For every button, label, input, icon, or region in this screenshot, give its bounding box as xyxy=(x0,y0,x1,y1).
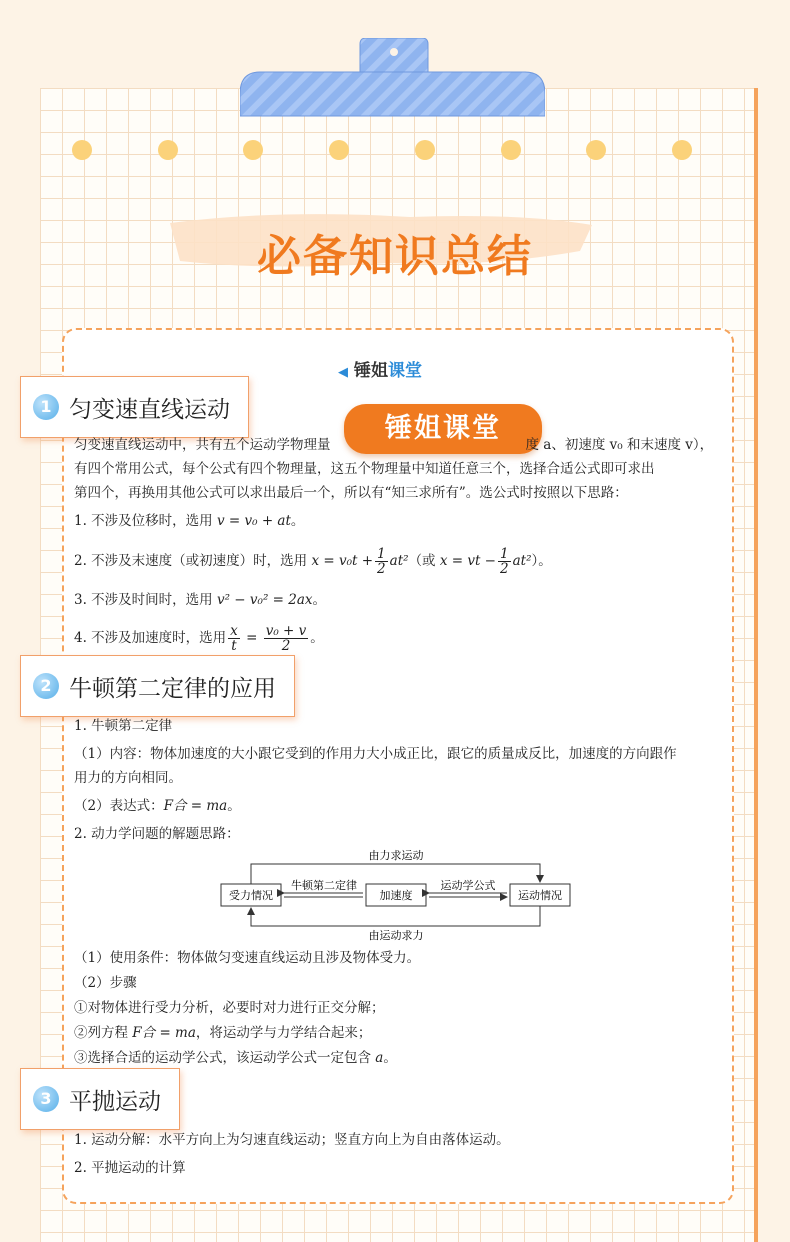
diagram-box-motion: 运动情况 xyxy=(518,889,562,902)
diagram-box-acceleration: 加速度 xyxy=(379,889,413,902)
diagram-label-top: 由力求运动 xyxy=(368,849,424,862)
section-title: 平抛运动 xyxy=(69,1088,161,1115)
diagram-arrow-newton: 牛顿第二定律 xyxy=(291,879,357,892)
section-3-body: 1. 运动分解：水平方向上为匀速直线运动；竖直方向上为自由落体运动。 2. 平抛运动的计算 xyxy=(74,1132,510,1176)
triangle-left-icon: ◀ xyxy=(338,365,348,380)
section-header-2 xyxy=(20,655,295,717)
section-number-badge: 2 xyxy=(33,673,59,699)
classroom-label: ◀ 锤姐课堂 xyxy=(338,361,422,381)
paper-clip xyxy=(240,38,545,118)
section-header-1 xyxy=(20,376,249,438)
section-2-body-bottom: （1）使用条件：物体做匀变速直线运动且涉及物体受力。 （2）步骤 ①对物体进行受力分析，必要时对力进行正交分解； ②列方程 F合 = ma，将运动学与力学结合起来； ③选择合适的运动学公式，该运动学公式一定包含 a。 xyxy=(74,950,421,1066)
section-2-body-top: 1. 牛顿第二定律 （1）内容：物体加速度的大小跟它受到的作用力大小成正比，跟它的质量成反比，加速度的方向跟作 用力的方向相同。 （2）表达式：F合 = ma。 2. 动力学问题的解题思路： xyxy=(74,718,677,842)
page-title: 必备知识总结 xyxy=(257,231,533,282)
section-number-badge: 1 xyxy=(33,394,59,420)
diagram-arrow-kinematics: 运动学公式 xyxy=(440,879,496,892)
section-number-badge: 3 xyxy=(33,1086,59,1112)
section-1-body: 匀变速直线运动中，共有五个运动学物理量 度 a、初速度 v₀ 和末速度 v）， 有四个常用公式，每个公式有四个物理量，这五个物理量中知道任意三个，选择合适公式即可求出 第四个，再换用其他公式可以求出最后一个，所以有“知三求所有”。选公式时按照以下思路： 1. 不涉及位移时，选用 v = v₀ + at。 2. 不涉及末速度（或初速度）时，选用 x = v₀t + $\frac{1}{2}$ at²（或 x = vt − $\frac{1}{2}$ at²）。 3. 不涉及时间时，选用 v² − v₀² = 2ax。 4. 不涉及加速度时，选用 $\frac{x}{t}$ = $\frac{\text{v₀ + v}}{2}$ 。 xyxy=(74,437,714,654)
binder-holes xyxy=(72,140,692,160)
section-title: 匀变速直线运动 xyxy=(69,396,230,423)
classroom-stamp: 锤姐课堂 xyxy=(344,404,542,454)
diagram-label-bottom: 由运动求力 xyxy=(368,929,424,942)
section-title: 牛顿第二定律的应用 xyxy=(69,675,276,702)
diagram-box-force: 受力情况 xyxy=(229,889,273,902)
section-header-3 xyxy=(20,1068,180,1130)
dynamics-flow-diagram xyxy=(218,846,574,942)
